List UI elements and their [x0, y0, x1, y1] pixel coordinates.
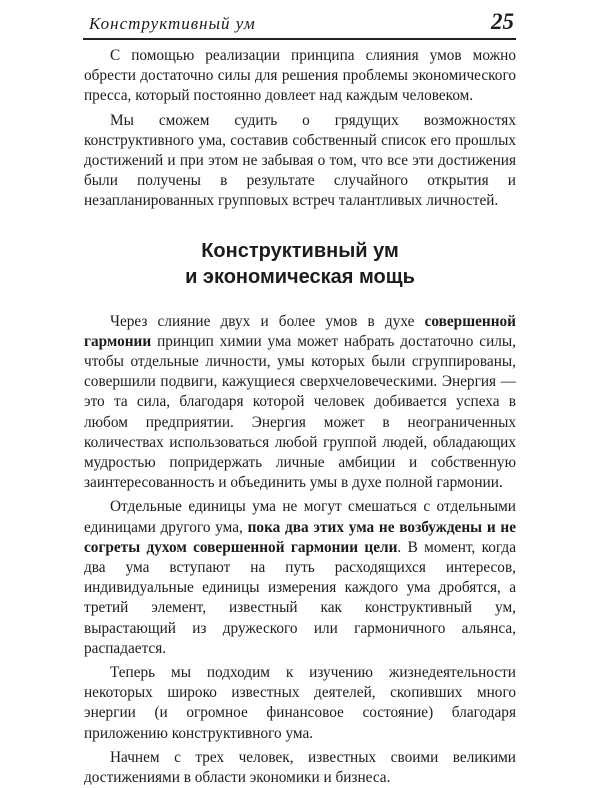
section-heading — [84, 212, 516, 312]
running-title: Конструктивный ум — [89, 14, 256, 33]
bold-phrase: пока два этих ума не возбуждены и не согреты духом совершенной гармонии цели — [84, 518, 517, 556]
paragraph: Мы сможем судить о грядущих возможностях конструктивного ума, составив собственный список его прошлых достижений и при этом не забывая о том, что все эти достижения были получены в результате случайного открытия и незапланированных групповых встреч талантливых личностей. — [84, 111, 516, 210]
bold-phrase: совершенной гармонии — [84, 312, 516, 350]
page-body — [84, 40, 516, 788]
paragraph: Начнем с трех человек, известных своими великими достижениями в области экономики и бизнеса. — [84, 748, 516, 787]
section-heading-line1: Конструктивный ум — [201, 239, 399, 262]
running-header — [83, 8, 516, 40]
paragraph: С помощью реализации принципа слияния умов можно обрести достаточно силы для решения проблемы экономического пресса, который постоянно довлеет над каждым человеком. — [84, 47, 516, 105]
paragraph: Через слияние двух и более умов в духе совершенной гармонии принцип химии ума может набрать достаточно силы, чтобы отдельные личности, умы которых были сгруппированы, совершили подвиги, кажущиеся сверхчеловеческими. Энергия — это та сила, благодаря которой человек добивается успеха в любом предприятии. Энергия может в неограниченных количествах использоваться любой группой людей, обладающих мудростью попридержать личные амбиции и собственную заинтересованность и объединить умы в духе полной гармонии. — [84, 312, 516, 492]
paragraph: Теперь мы подходим к изучению жизнедеятельности некоторых широко известных деятелей, скопивших много энергии (и огромное финансовое состояние) благодаря приложению конструктивного ума. — [84, 664, 516, 742]
section-heading-line2: и экономическая мощь — [185, 265, 415, 288]
paragraph: Отдельные единицы ума не могут смешаться с отдельными единицами другого ума, пока два этих ума не возбуждены и не согреты духом совершенной гармонии цели. В момент, когда два ума вступают на путь расходящихся интересов, индивидуальные единицы измерения каждого ума дробятся, а третий элемент, известный как конструктивный ум, вырастающий из дружеского или гармоничного альянса, распадается. — [84, 498, 517, 657]
page-number: 25 — [491, 9, 514, 34]
